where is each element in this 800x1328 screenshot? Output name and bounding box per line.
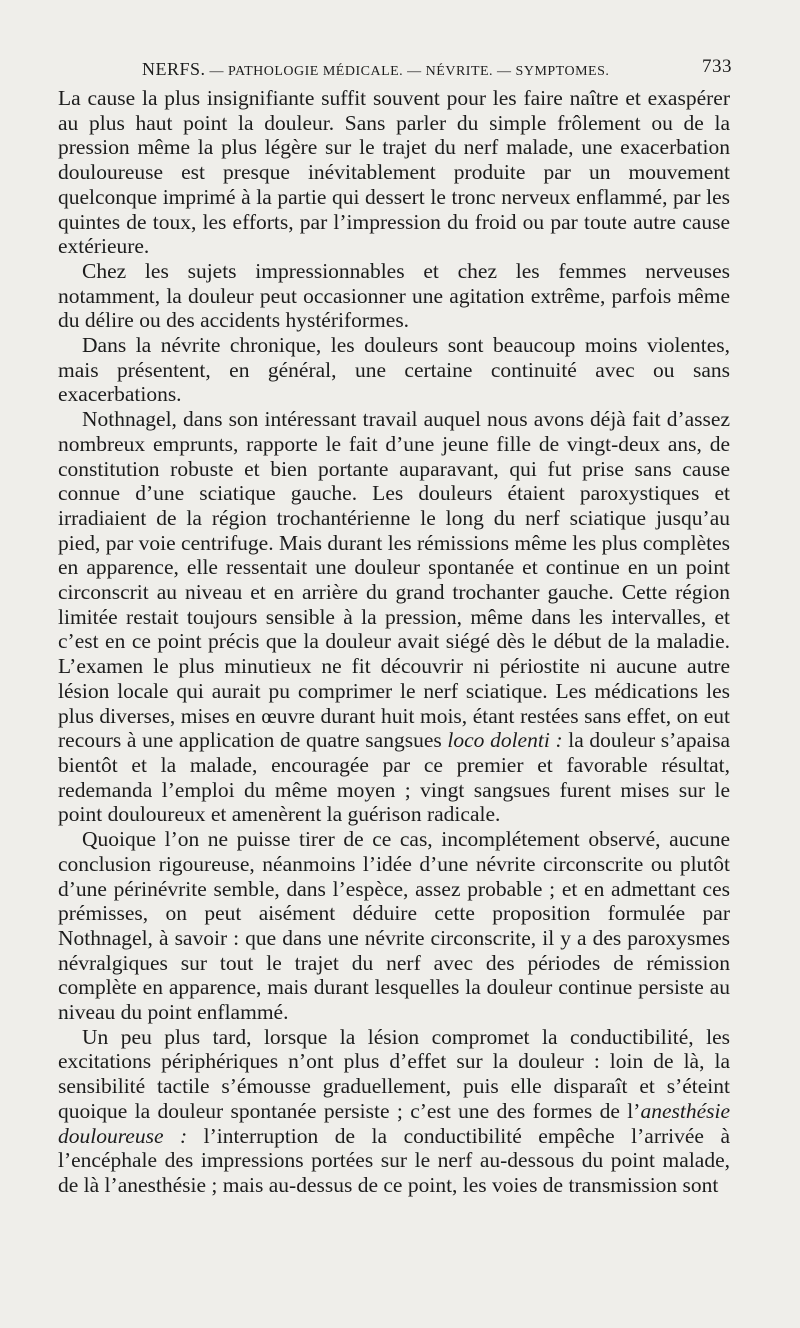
running-head [142,59,609,80]
running-head-subsections: PATHOLOGIE MÉDICALE. — NÉVRITE. — SYMPTOMES. [228,64,610,79]
paragraph-4-italic: loco dolenti : [447,728,563,753]
page-number: 733 [702,56,732,77]
paragraph-6 [58,1025,730,1198]
running-head-section: NERFS. [142,59,206,79]
paragraph-4-text-before: Nothnagel, dans son intéressant travail auquel nous avons déjà fait d’assez nombreux emprunts, rapporte le fait d’une jeune fille de vingt-deux ans, de constitution robuste et bien portante auparavant, qui fut prise sans cause connue d’une sciatique gauche. Les douleurs étaient paroxystiques et irradiaient de la région trochantérienne le long du nerf sciatique jusqu’au pied, par voie centrifuge. Mais durant les rémissions même les plus complètes en apparence, elle ressentait une douleur spontanée et continue en un point circonscrit au niveau et en arrière du grand trochanter gauche. Cette région limitée restait toujours sensible à la pression, même dans les intervalles, et c’est en ce point précis que la douleur avait siégé dès le début de la maladie. L’examen le plus minutieux ne fit découvrir ni périostite ni aucune autre lésion locale qui aurait pu comprimer le nerf sciatique. Les médications les plus diverses, mises en œuvre durant huit mois, étant restées sans effet, on eut recours à une application de quatre sangsues [58,407,730,753]
paragraph-6-italic: anesthésie douloureuse : [58,1098,730,1148]
paragraph-6-text-after: l’interruption de la conductibilité empêche l’arrivée à l’encéphale des impressions portées sur le nerf au-dessous du point malade, de là l’anesthésie ; mais au-dessus de ce point, les voies de transmission sont [58,1123,730,1197]
paragraph-6-text-before: Un peu plus tard, lorsque la lésion compromet la conductibilité, les excitations périphériques n’ont plus d’effet sur la douleur : loin de là, la sensibilité tactile s’émousse graduellement, puis elle disparaît et s’éteint quoique la douleur spontanée persiste ; c’est une des formes de l’ [58,1024,730,1123]
paragraph-2: Chez les sujets impressionnables et chez les femmes nerveuses notamment, la douleur peut occasionner une agitation extrême, parfois même du délire ou des accidents hystériformes. [58,258,730,333]
running-head-separator: — [209,64,225,79]
paragraph-4-text-after: la douleur s’apaisa bientôt et la malade, encouragée par ce premier et favorable résultat, redemanda l’emploi du même moyen ; vingt sangsues furent mises sur le point douloureux et amenèrent la guérison radicale. [58,728,731,827]
body-text [58,86,730,1198]
paragraph-1: La cause la plus insignifiante suffit souvent pour les faire naître et exaspérer au plus haut point la douleur. Sans parler du simple frôlement ou de la pression même la plus légère sur le trajet du nerf malade, une exacerbation douloureuse est presque inévitablement produite par un mouvement quelconque imprimé à la partie qui dessert le tronc nerveux enflammé, par les quintes de toux, les efforts, par l’impression du froid ou par toute autre cause extérieure. [58,86,730,259]
paragraph-5: Quoique l’on ne puisse tirer de ce cas, incomplétement observé, aucune conclusion rigoureuse, néanmoins l’idée d’une névrite circonscrite ou plutôt d’une périnévrite semble, dans l’espèce, assez probable ; et en admettant ces prémisses, on peut aisément déduire cette proposition formulée par Nothnagel, à savoir : que dans une névrite circonscrite, il y a des paroxysmes névralgiques sur tout le trajet du nerf avec des périodes de rémission complète en apparence, mais durant lesquelles la douleur continue persiste au niveau du point enflammé. [58,827,730,1025]
paragraph-3: Dans la névrite chronique, les douleurs sont beaucoup moins violentes, mais présentent, en général, une certaine continuité avec ou sans exacerbations. [58,333,730,407]
paragraph-4 [58,407,730,827]
page-header [58,56,730,86]
